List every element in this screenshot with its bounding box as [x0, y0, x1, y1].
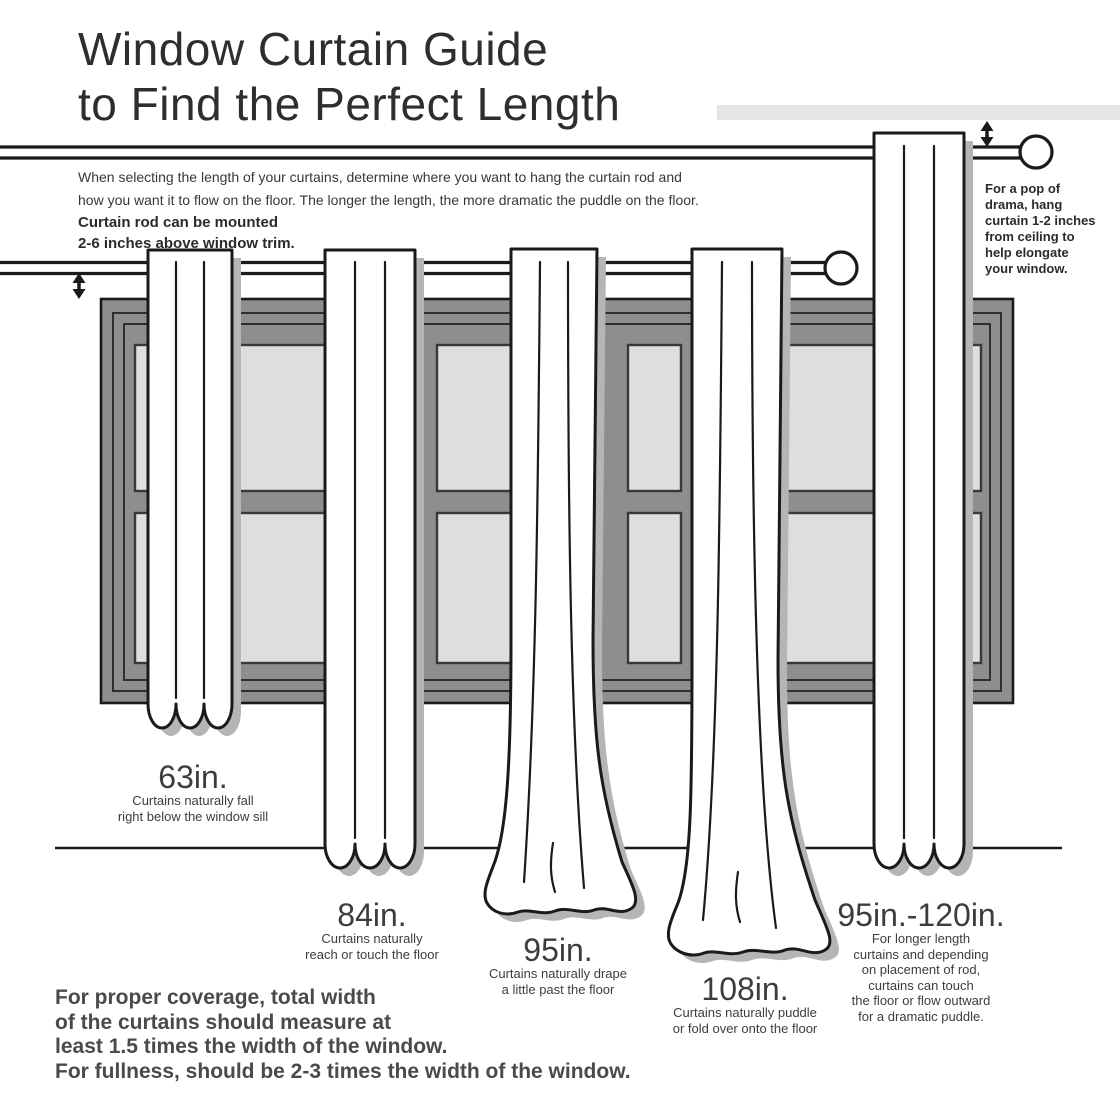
curtain-95-120in: [874, 133, 973, 876]
curtain-length-value: 84in.: [337, 897, 407, 933]
page-title-line2: to Find the Perfect Length: [78, 78, 621, 130]
measure-arrow-ceiling-icon: [981, 121, 994, 147]
width-guidance-text: For proper coverage, total width of the curtains should measure at least 1.5 times the width of the window. For fullness, should be 2-3 times the width of the window.: [55, 986, 631, 1083]
curtain-length-value: 63in.: [158, 759, 228, 795]
curtain-length-note: Curtains naturally puddle or fold over onto the floor: [672, 1005, 818, 1036]
page-title-line1: Window Curtain Guide: [78, 23, 549, 75]
curtain-label-84in: [305, 897, 439, 962]
page-title: [78, 22, 620, 132]
curtain-label-95-120in: [837, 897, 1005, 1024]
rod-finial: [825, 252, 857, 284]
rod-finial: [1020, 136, 1052, 168]
curtain-label-108in: [672, 971, 818, 1036]
curtain-length-value: 108in.: [701, 971, 789, 1007]
curtain-length-value: 95in.-120in.: [837, 897, 1005, 933]
ceiling-line: [717, 105, 1120, 120]
curtain-length-note: Curtains naturally drape a little past the floor: [488, 966, 628, 997]
curtain-length-value: 95in.: [523, 932, 593, 968]
intro-text: When selecting the length of your curtains, determine where you want to hang the curtain rod and how you want it to flow on the floor. The longer the length, the more dramatic the puddle on the floor.: [78, 169, 699, 208]
curtain-label-63in: [117, 759, 269, 824]
window-pane: [628, 345, 681, 491]
measure-arrow-trim-icon: [73, 273, 86, 299]
curtain-length-note: Curtains naturally reach or touch the floor: [305, 931, 439, 962]
rod-mount-note: Curtain rod can be mounted 2-6 inches above window trim.: [78, 214, 295, 252]
window-pane: [628, 513, 681, 663]
curtain-84in: [325, 250, 424, 876]
curtain-length-note: Curtains naturally fall right below the window sill: [117, 793, 269, 824]
curtain-63in: [148, 250, 241, 736]
ceiling-hang-note: For a pop of drama, hang curtain 1-2 inches from ceiling to help elongate your window.: [985, 181, 1096, 276]
curtain-length-note: For longer length curtains and depending on placement of rod, curtains can touch the floor or flow outward for a dramatic puddle.: [851, 931, 991, 1024]
